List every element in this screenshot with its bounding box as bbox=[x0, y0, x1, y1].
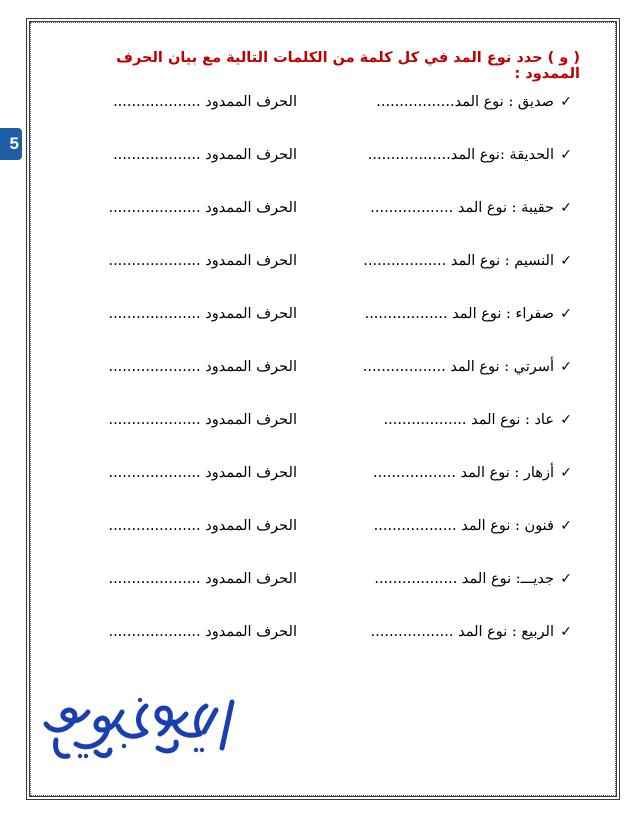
exercise-row bbox=[40, 94, 572, 118]
word-madd-type: فنون : نوع المد .................. bbox=[373, 518, 554, 534]
word-madd-type: النسيم : نوع المد .................. bbox=[363, 253, 554, 269]
check-icon: ✓ bbox=[560, 94, 572, 110]
word-madd-type: صفراء : نوع المد .................. bbox=[364, 306, 554, 322]
prolonged-letter: الحرف الممدود .................... bbox=[108, 306, 297, 322]
check-icon: ✓ bbox=[560, 412, 572, 428]
exercise-row bbox=[40, 465, 572, 489]
prolonged-letter: الحرف الممدود .................... bbox=[108, 624, 297, 640]
exercise-row bbox=[40, 306, 572, 330]
page-border-inner bbox=[30, 22, 616, 796]
check-icon: ✓ bbox=[560, 518, 572, 534]
check-icon: ✓ bbox=[560, 306, 572, 322]
prolonged-letter: الحرف الممدود .................... bbox=[108, 518, 297, 534]
check-icon: ✓ bbox=[560, 253, 572, 269]
check-icon: ✓ bbox=[560, 359, 572, 375]
check-icon: ✓ bbox=[560, 200, 572, 216]
exercise-row bbox=[40, 147, 572, 171]
word-madd-type: جديـــ: نوع المد .................. bbox=[374, 571, 554, 587]
word-madd-type: أزهار : نوع المد .................. bbox=[372, 465, 554, 481]
page-number-tab: 5 bbox=[0, 128, 22, 160]
exercise-row bbox=[40, 518, 572, 542]
exercise-row bbox=[40, 253, 572, 277]
prolonged-letter: الحرف الممدود .................... bbox=[108, 412, 297, 428]
prolonged-letter: الحرف الممدود ................... bbox=[113, 94, 297, 110]
exercise-row bbox=[40, 624, 572, 648]
check-icon: ✓ bbox=[560, 624, 572, 640]
word-madd-type: أسرتي : نوع المد .................. bbox=[362, 359, 554, 375]
word-madd-type: عاد : نوع المد .................. bbox=[383, 412, 554, 428]
check-icon: ✓ bbox=[560, 147, 572, 163]
prolonged-letter: الحرف الممدود .................... bbox=[108, 359, 297, 375]
word-madd-type: صديق : نوع المد................. bbox=[376, 94, 554, 110]
exercise-row bbox=[40, 200, 572, 224]
word-madd-type: الربيع : نوع المد .................. bbox=[370, 624, 554, 640]
check-icon: ✓ bbox=[560, 465, 572, 481]
word-madd-type: حقيبة : نوع المد .................. bbox=[370, 200, 554, 216]
exercise-row bbox=[40, 571, 572, 595]
exercise-row bbox=[40, 412, 572, 436]
prolonged-letter: الحرف الممدود .................... bbox=[108, 200, 297, 216]
word-madd-type: الحديقة :نوع المد.................. bbox=[367, 147, 554, 163]
check-icon: ✓ bbox=[560, 571, 572, 587]
teacher-signature bbox=[36, 692, 246, 784]
prolonged-letter: الحرف الممدود .................... bbox=[108, 253, 297, 269]
prolonged-letter: الحرف الممدود .................... bbox=[108, 465, 297, 481]
exercise-instruction: ( و ) حدد نوع المد في كل كلمة من الكلمات التالية مع بيان الحرف الممدود : bbox=[116, 50, 580, 82]
prolonged-letter: الحرف الممدود .................... bbox=[108, 571, 297, 587]
prolonged-letter: الحرف الممدود ................... bbox=[113, 147, 297, 163]
exercise-row bbox=[40, 359, 572, 383]
